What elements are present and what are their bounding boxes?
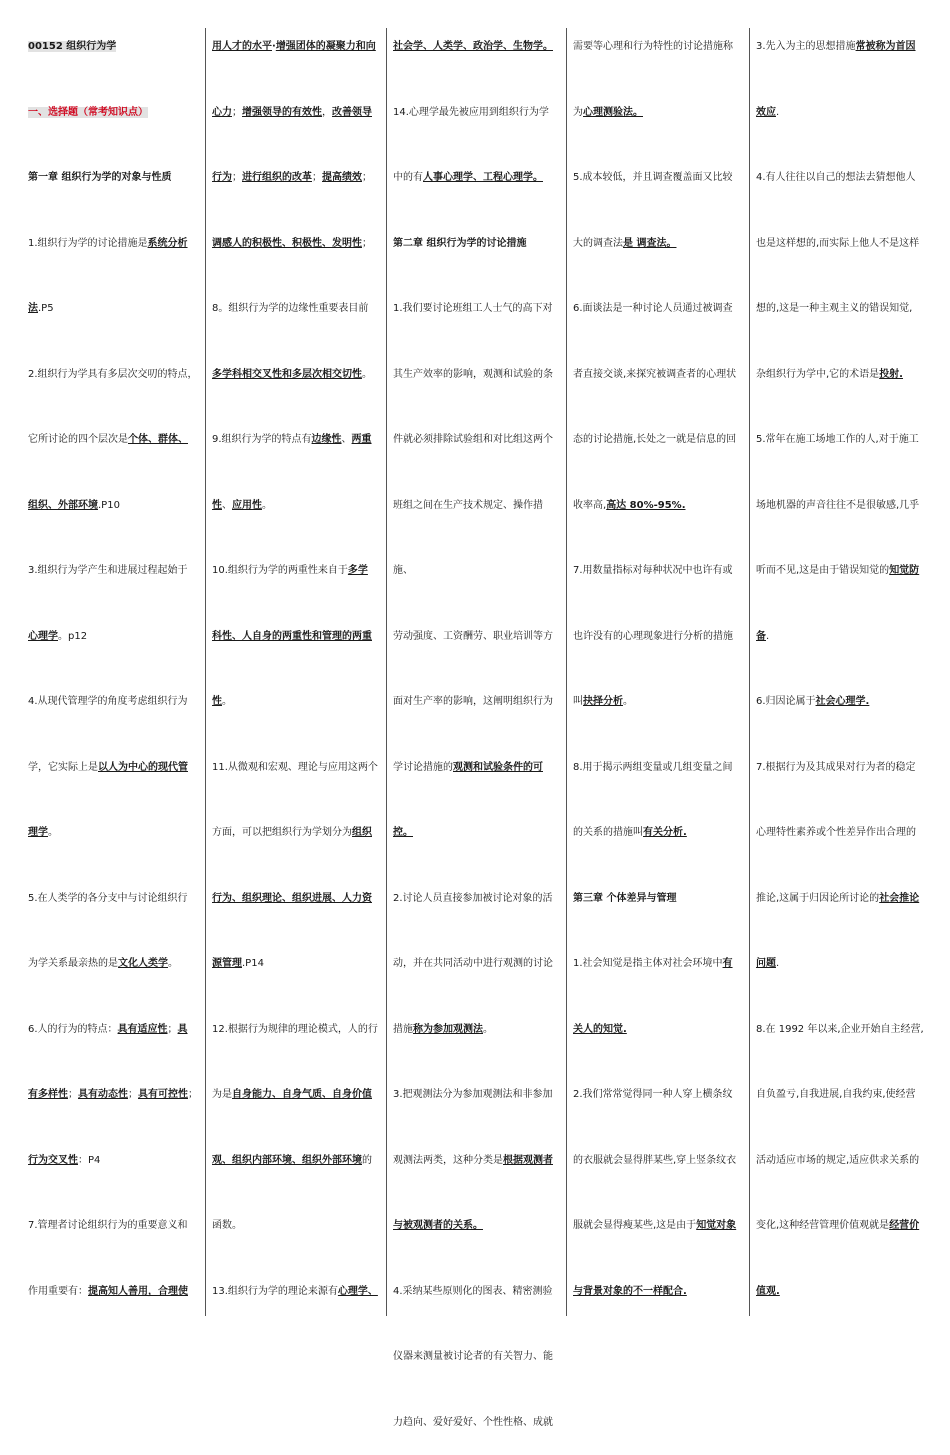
answer-text: 增强团体的凝聚力和向 — [276, 41, 376, 52]
answer-text: 文化人类学 — [118, 958, 168, 969]
question-line — [756, 866, 927, 932]
text-run: ， — [322, 107, 332, 118]
text-run: 者直接交谈,来探究被调查者的心理状 — [573, 369, 736, 380]
text-run: 中的有 — [393, 172, 423, 183]
text-run: . — [776, 107, 779, 118]
text-run: 的衣服就会显得胖某些,穿上竖条纹衣 — [573, 1155, 736, 1166]
answer-text: 常被称为首因 — [856, 41, 916, 52]
text-run: 。 — [222, 696, 232, 707]
text-run: 7.用数量指标对每种状况中也许有或 — [573, 565, 733, 576]
question-line — [212, 538, 381, 604]
chapter-heading — [573, 866, 744, 932]
text-run: 14.心理学最先被应用到组织行为学 — [393, 107, 549, 118]
question-line — [573, 80, 744, 146]
question-line — [28, 735, 200, 801]
text-run: 4.从现代管理学的角度考虑组织行为 — [28, 696, 188, 707]
question-line — [212, 407, 381, 473]
question-line — [393, 1259, 561, 1325]
text-run: . — [766, 631, 769, 642]
question-line — [756, 800, 927, 866]
question-line — [756, 669, 927, 735]
question-line — [573, 211, 744, 277]
answer-text: 进行组织的改革 — [242, 172, 312, 183]
text-run: 为 — [573, 107, 583, 118]
text-run: 00152 组织行为学 — [28, 41, 116, 52]
question-line — [756, 604, 927, 670]
answer-text: 效应 — [756, 107, 776, 118]
question-line — [573, 342, 744, 408]
text-run: 也是这样想的,而实际上他人不是这样 — [756, 238, 919, 249]
question-line — [573, 14, 744, 80]
question-line — [212, 866, 381, 932]
text-run: .P14 — [242, 958, 264, 969]
question-line — [393, 1062, 561, 1128]
question-line — [28, 1128, 200, 1194]
answer-text: 心理测验法。 — [583, 107, 643, 118]
text-run: 件就必须排除试验组和对比组这两个 — [393, 434, 553, 445]
question-line — [756, 211, 927, 277]
question-line — [28, 604, 200, 670]
text-run: 第一章 组织行为学的对象与性质 — [28, 172, 171, 183]
text-run: 一、选择题（常考知识点） — [28, 107, 148, 118]
question-line — [573, 800, 744, 866]
question-line — [212, 211, 381, 277]
question-line — [393, 1193, 561, 1259]
answer-text: 心力 — [212, 107, 232, 118]
answer-text: 具有动态性 — [78, 1089, 128, 1100]
text-run: 为是 — [212, 1089, 232, 1100]
answer-text: 抉择分析 — [583, 696, 623, 707]
question-line — [212, 800, 381, 866]
text-run: 6.归因论属于 — [756, 696, 816, 707]
text-run: 2.讨论人员直接参加被讨论对象的活 — [393, 893, 553, 904]
text-run: . — [776, 958, 779, 969]
question-line — [212, 604, 381, 670]
text-run: 第二章 组织行为学的讨论措施 — [393, 238, 526, 249]
question-line — [756, 14, 927, 80]
question-line — [756, 1062, 927, 1128]
question-line — [212, 1062, 381, 1128]
answer-text: 是 调查法。 — [623, 238, 676, 249]
text-run: 10.组织行为学的两重性来自于 — [212, 565, 348, 576]
text-run: 活动适应市场的规定,适应供求关系的 — [756, 1155, 919, 1166]
text-run: ：P4 — [78, 1155, 100, 1166]
question-line — [393, 276, 561, 342]
text-run: 收率高, — [573, 500, 606, 511]
text-run: 需要等心理和行为特性的讨论措施称 — [573, 41, 733, 52]
question-line — [756, 735, 927, 801]
text-run: 推论,这属于归因论所讨论的 — [756, 893, 879, 904]
text-run: 学，它实际上是 — [28, 762, 98, 773]
text-run: 。 — [262, 500, 272, 511]
text-run: ； — [362, 238, 372, 249]
text-run: 的 — [362, 1155, 372, 1166]
text-run: 力趋向、爱好爱好、个性性格、成就 — [393, 1417, 553, 1428]
question-line — [212, 80, 381, 146]
question-line — [573, 538, 744, 604]
question-line — [212, 1259, 381, 1325]
answer-text: 有关分析. — [643, 827, 687, 838]
text-run: ； — [168, 1024, 178, 1035]
answer-text: 心理学、 — [338, 1286, 378, 1297]
text-run: 心理特性素养或个性差异作出合理的 — [756, 827, 916, 838]
text-run: 8。组织行为学的边缘性重要表目前 — [212, 303, 368, 314]
question-line — [756, 276, 927, 342]
question-line — [28, 800, 200, 866]
question-line — [28, 342, 200, 408]
question-line — [28, 473, 200, 539]
text-run: 3.先入为主的思想措施 — [756, 41, 856, 52]
answer-text: 值观. — [756, 1286, 780, 1297]
text-run: 4.有人往往以自己的想法去猜想他人 — [756, 172, 916, 183]
text-run: 它所讨论的四个层次是 — [28, 434, 128, 445]
question-line — [573, 473, 744, 539]
text-run: 变化,这种经营管理价值观就是 — [756, 1220, 889, 1231]
text-run: 自负盈亏,自我进展,自我约束,使经营 — [756, 1089, 916, 1100]
text-run: ； — [188, 1089, 198, 1100]
answer-text: 具有可控性 — [138, 1089, 188, 1100]
answer-text: 组织、外部环境 — [28, 500, 98, 511]
answer-text: 与被观测者的关系。 — [393, 1220, 483, 1231]
text-run: 11.从微观和宏观、理论与应用这两个 — [212, 762, 378, 773]
question-line — [28, 538, 200, 604]
answer-text: 两重 — [352, 434, 372, 445]
question-line — [212, 342, 381, 408]
answer-text: 提高绩效 — [322, 172, 362, 183]
text-run: 12.根据行为规律的理论模式，人的行 — [212, 1024, 378, 1035]
question-line — [756, 538, 927, 604]
text-run: 杂组织行为学中,它的术语是 — [756, 369, 879, 380]
answer-text: 经营价 — [889, 1220, 919, 1231]
answer-text: 关人的知觉. — [573, 1024, 627, 1035]
column-4 — [566, 28, 749, 1316]
question-line — [393, 604, 561, 670]
text-run: 8.在 1992 年以来,企业开始自主经营, — [756, 1024, 924, 1035]
text-run: 函数。 — [212, 1220, 242, 1231]
text-run: 8.用于揭示两组变量或几组变量之间 — [573, 762, 733, 773]
question-line — [212, 669, 381, 735]
question-line — [212, 997, 381, 1063]
text-run: 4.采纳某些原则化的图表、精密测验 — [393, 1286, 553, 1297]
text-run: 班组之间在生产技术规定、操作措施、 — [393, 500, 543, 577]
question-line — [573, 1062, 744, 1128]
answer-text: 组织 — [352, 827, 372, 838]
text-run: 2.组织行为学具有多层次交叨的特点， — [28, 369, 198, 380]
answer-text: 应用性 — [232, 500, 262, 511]
text-run: 。 — [48, 827, 58, 838]
question-line — [393, 473, 561, 604]
question-line — [573, 997, 744, 1063]
question-line — [756, 473, 927, 539]
question-line — [573, 931, 744, 997]
question-line — [212, 14, 381, 80]
text-run: 3.把观测法分为参加观测法和非参加 — [393, 1089, 553, 1100]
question-line — [393, 145, 561, 211]
question-line — [28, 1259, 200, 1325]
answer-text: 行为 — [212, 172, 232, 183]
text-run: ； — [312, 172, 322, 183]
text-run: 服就会显得瘦某些,这是由于 — [573, 1220, 696, 1231]
text-run: 2.我们常常觉得同一种人穿上横条纹 — [573, 1089, 733, 1100]
text-run: 6.面谈法是一种讨论人员通过被调查 — [573, 303, 733, 314]
answer-text: 与背景对象的不一样配合. — [573, 1286, 687, 1297]
chapter-heading — [393, 211, 561, 277]
question-line — [212, 145, 381, 211]
text-run: 7.根据行为及其成果对行为者的稳定 — [756, 762, 916, 773]
question-line — [28, 407, 200, 473]
question-line — [212, 276, 381, 342]
text-run: 第三章 个体差异与管理 — [573, 893, 676, 904]
answer-text: 人事心理学、工程心理学。 — [423, 172, 543, 183]
text-run: 、 — [222, 500, 232, 511]
text-run: 大的调查法 — [573, 238, 623, 249]
answer-text: 自身能力、自身气质、自身价值 — [232, 1089, 372, 1100]
question-line — [393, 1324, 561, 1390]
column-2 — [205, 28, 386, 1316]
answer-text: 备 — [756, 631, 766, 642]
question-line — [28, 276, 200, 342]
column-5 — [749, 28, 932, 1316]
text-run: 观测法两类，这种分类是 — [393, 1155, 503, 1166]
answer-text: 心理学 — [28, 631, 58, 642]
answer-text: 社会学、人类学、政治学、生物学。 — [393, 41, 553, 52]
answer-text: 观测和试验条件的可控。 — [393, 762, 543, 839]
question-line — [393, 14, 561, 80]
answer-text: 边缘性 — [312, 434, 342, 445]
text-run: 的关系的措施叫 — [573, 827, 643, 838]
question-line — [212, 931, 381, 997]
answer-text: 法 — [28, 303, 38, 314]
answer-text: 改善领导 — [332, 107, 372, 118]
question-line — [28, 669, 200, 735]
answer-text: 性 — [212, 696, 222, 707]
question-line — [28, 1062, 200, 1128]
answer-text: 行为交叉性 — [28, 1155, 78, 1166]
text-run: ； — [128, 1089, 138, 1100]
answer-text: 社会推论 — [879, 893, 919, 904]
question-line — [573, 1193, 744, 1259]
question-line — [756, 342, 927, 408]
column-3 — [386, 28, 566, 1316]
text-run: .P10 — [98, 500, 120, 511]
question-line — [393, 342, 561, 408]
text-run: 5.成本较低，并且调查覆盖面又比较 — [573, 172, 733, 183]
text-run: 13.组织行为学的理论来源有 — [212, 1286, 338, 1297]
question-line — [393, 1390, 561, 1455]
text-run: 6.人的行为的特点： — [28, 1024, 118, 1035]
text-run: 。 — [623, 696, 633, 707]
question-line — [393, 735, 561, 866]
text-run: 、 — [342, 434, 352, 445]
answer-text: 用人才的水平 — [212, 41, 272, 52]
answer-text: 行为、组织理论、组织进展、人力资 — [212, 893, 372, 904]
answer-text: 观、组织内部环境、组织外部环境 — [212, 1155, 362, 1166]
answer-text: 根据观测者 — [503, 1155, 553, 1166]
answer-text: 知觉对象 — [696, 1220, 736, 1231]
question-line — [393, 1128, 561, 1194]
question-line — [28, 1193, 200, 1259]
question-line — [28, 866, 200, 932]
question-line — [212, 735, 381, 801]
text-run: 听而不见,这是由于错误知觉的 — [756, 565, 889, 576]
question-line — [756, 80, 927, 146]
answer-text: 有多样性 — [28, 1089, 68, 1100]
question-line — [393, 669, 561, 735]
column-1 — [22, 28, 205, 1316]
question-line — [393, 997, 561, 1063]
chapter-heading — [28, 145, 200, 211]
question-line — [756, 1259, 927, 1325]
answer-text: 系统分析 — [148, 238, 188, 249]
text-run: 1.我们要讨论班组工人士气的高下对 — [393, 303, 553, 314]
question-line — [756, 407, 927, 473]
text-run: 9.组织行为学的特点有 — [212, 434, 312, 445]
text-run: 5.在人类学的各分支中与讨论组织行 — [28, 893, 188, 904]
answer-text: 投射. — [879, 369, 903, 380]
answer-text: 提高知人善用，合理使 — [88, 1286, 188, 1297]
text-run: 动，并在共同活动中进行观测的讨论 — [393, 958, 553, 969]
text-run: 措施 — [393, 1024, 413, 1035]
text-run: 5.常年在施工场地工作的人,对于施工 — [756, 434, 919, 445]
answer-text: 称为参加观测法 — [413, 1024, 483, 1035]
answer-text: 多学科相交叉性和多层次相交切性 — [212, 369, 362, 380]
question-line — [212, 1193, 381, 1259]
text-run: 劳动强度、工资酬劳、职业培训等方 — [393, 631, 553, 642]
question-line — [573, 669, 744, 735]
question-line — [573, 1128, 744, 1194]
question-line — [212, 1128, 381, 1194]
text-run: ； — [232, 172, 242, 183]
text-run: 态的讨论措施,长处之一就是信息的回 — [573, 434, 736, 445]
text-run: 作用重要有： — [28, 1286, 88, 1297]
question-line — [393, 931, 561, 997]
answer-text: 具 — [178, 1024, 188, 1035]
question-line — [393, 407, 561, 473]
question-line — [393, 80, 561, 146]
answer-text: 多学 — [348, 565, 368, 576]
text-run: 。 — [483, 1024, 493, 1035]
text-run: ； — [232, 107, 242, 118]
question-line — [212, 473, 381, 539]
text-run: .P5 — [38, 303, 54, 314]
text-run: 场地机器的声音往往不是很敏感,几乎 — [756, 500, 919, 511]
document-title — [28, 14, 200, 80]
text-run: 。 — [362, 369, 372, 380]
text-run: 仪器来测量被讨论者的有关智力、能 — [393, 1351, 553, 1362]
text-run: 其生产效率的影响，观测和试验的条 — [393, 369, 553, 380]
question-line — [28, 211, 200, 277]
question-line — [756, 1128, 927, 1194]
text-run: 学讨论措施的 — [393, 762, 453, 773]
answer-text: 具有适应性 — [118, 1024, 168, 1035]
text-run: 1.组织行为学的讨论措施是 — [28, 238, 148, 249]
answer-text: 社会心理学. — [816, 696, 870, 707]
answer-text: 以人为中心的现代管 — [98, 762, 188, 773]
answer-text: 科性、人自身的两重性和管理的两重 — [212, 631, 372, 642]
section-heading — [28, 80, 200, 146]
text-run: 面对生产率的影响，这阐明组织行为 — [393, 696, 553, 707]
text-run: 。p12 — [58, 631, 87, 642]
text-run: 7.管理者讨论组织行为的重要意义和 — [28, 1220, 188, 1231]
text-run: · — [272, 41, 276, 52]
answer-text: 调感人的积极性、积极性、发明性 — [212, 238, 362, 249]
question-line — [756, 1193, 927, 1259]
text-run: ； — [362, 172, 372, 183]
answer-text: 高达 80%-95%. — [606, 500, 685, 511]
question-line — [393, 866, 561, 932]
text-run: 1.社会知觉是指主体对社会环境中 — [573, 958, 723, 969]
answer-text: 增强领导的有效性 — [242, 107, 322, 118]
question-line — [573, 407, 744, 473]
question-line — [573, 735, 744, 801]
answer-text: 知觉防 — [889, 565, 919, 576]
answer-text: 有 — [723, 958, 733, 969]
question-line — [756, 931, 927, 997]
five-column-layout — [22, 28, 932, 1316]
text-run: 想的,这是一种主观主义的错误知觉, — [756, 303, 912, 314]
question-line — [28, 931, 200, 997]
question-line — [756, 997, 927, 1063]
text-run: 。 — [168, 958, 178, 969]
question-line — [756, 145, 927, 211]
question-line — [573, 1259, 744, 1325]
text-run: 也许没有的心理现象进行分析的措施 — [573, 631, 733, 642]
question-line — [573, 276, 744, 342]
text-run: ； — [68, 1089, 78, 1100]
answer-text: 性 — [212, 500, 222, 511]
answer-text: 源管理 — [212, 958, 242, 969]
question-line — [573, 145, 744, 211]
question-line — [28, 997, 200, 1063]
text-run: 叫 — [573, 696, 583, 707]
answer-text: 问题 — [756, 958, 776, 969]
answer-text: 个体、群体、 — [128, 434, 188, 445]
text-run: 3.组织行为学产生和进展过程起始于 — [28, 565, 188, 576]
answer-text: 理学 — [28, 827, 48, 838]
text-run: 方面，可以把组织行为学划分为 — [212, 827, 352, 838]
question-line — [573, 604, 744, 670]
text-run: 为学关系最亲热的是 — [28, 958, 118, 969]
